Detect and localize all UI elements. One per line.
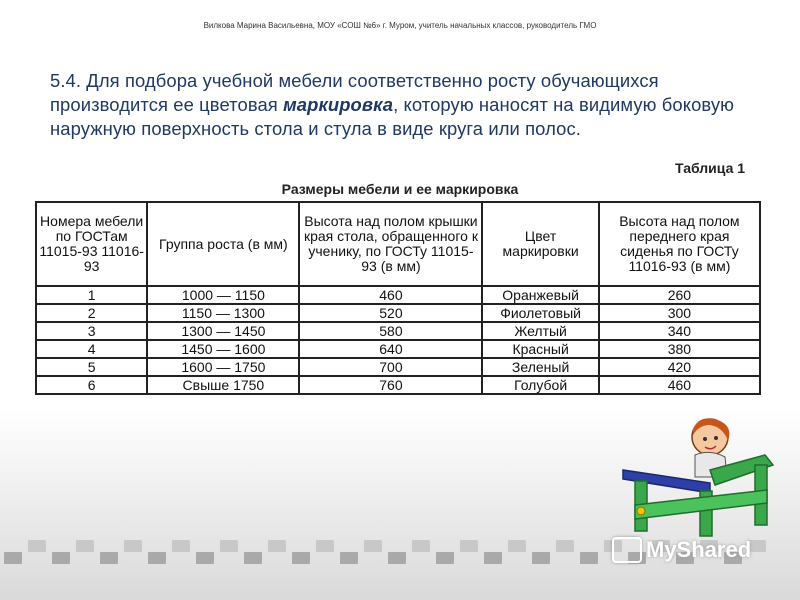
cell-number: 3: [36, 322, 147, 340]
cell-height-group: Свыше 1750: [147, 376, 299, 394]
header-furniture-number: Номера мебели по ГОСТам 11015-93 11016-93: [36, 202, 147, 286]
table-row: [36, 286, 760, 304]
cell-number: 6: [36, 376, 147, 394]
cell-number: 5: [36, 358, 147, 376]
cell-desk-height: 580: [299, 322, 482, 340]
cell-height-group: 1300 — 1450: [147, 322, 299, 340]
cell-height-group: 1000 — 1150: [147, 286, 299, 304]
cell-height-group: 1150 — 1300: [147, 304, 299, 322]
cell-seat-height: 420: [599, 358, 760, 376]
header-seat-height: Высота над полом переднего края сиденья по ГОСТу 11016-93 (в мм): [599, 202, 760, 286]
intro-text-after: , которую наносят на видимую боковую наружную поверхность стола и стула в виде круга или полос.: [50, 94, 735, 139]
header-marking-color: Цвет маркировки: [482, 202, 598, 286]
table-row: [36, 340, 760, 358]
furniture-size-table: [35, 201, 761, 395]
cell-desk-height: 700: [299, 358, 482, 376]
cell-seat-height: 460: [599, 376, 760, 394]
intro-text-before: 5.4. Для подбора учебной мебели соответственно росту обучающихся производится ее цветовая: [50, 70, 659, 115]
cell-height-group: 1450 — 1600: [147, 340, 299, 358]
cell-desk-height: 520: [299, 304, 482, 322]
cell-color: Красный: [482, 340, 598, 358]
cell-number: 2: [36, 304, 147, 322]
intro-emphasis: маркировка: [283, 94, 394, 115]
cell-color: Оранжевый: [482, 286, 598, 304]
watermark: [612, 537, 751, 563]
table-row: [36, 376, 760, 394]
cell-desk-height: 760: [299, 376, 482, 394]
table-caption: Размеры мебели и ее маркировка: [281, 181, 519, 197]
cell-desk-height: 460: [299, 286, 482, 304]
cell-seat-height: 340: [599, 322, 760, 340]
intro-paragraph: [50, 69, 770, 141]
cell-number: 1: [36, 286, 147, 304]
table-row: [36, 304, 760, 322]
table-number-label: Таблица 1: [675, 160, 746, 176]
cell-number: 4: [36, 340, 147, 358]
cell-desk-height: 640: [299, 340, 482, 358]
table-row: [36, 322, 760, 340]
cell-color: Голубой: [482, 376, 598, 394]
watermark-text: MyShared: [646, 537, 752, 562]
cell-seat-height: 300: [599, 304, 760, 322]
watermark-logo-icon: [612, 537, 642, 563]
header-height-group: Группа роста (в мм): [147, 202, 299, 286]
cell-color: Фиолетовый: [482, 304, 598, 322]
cell-seat-height: 380: [599, 340, 760, 358]
table-header-row: [36, 202, 760, 286]
cell-height-group: 1600 — 1750: [147, 358, 299, 376]
cell-color: Зеленый: [482, 358, 598, 376]
header-desk-height: Высота над полом крышки края стола, обращенного к ученику, по ГОСТу 11015-93 (в мм): [299, 202, 482, 286]
cell-seat-height: 260: [599, 286, 760, 304]
cell-color: Желтый: [482, 322, 598, 340]
table-row: [36, 358, 760, 376]
author-header: Вилкова Марина Васильевна, МОУ «СОШ №6» г. Муром, учитель начальных классов, руководитель ГМО: [203, 21, 597, 30]
student-desk-illustration: [615, 415, 780, 540]
